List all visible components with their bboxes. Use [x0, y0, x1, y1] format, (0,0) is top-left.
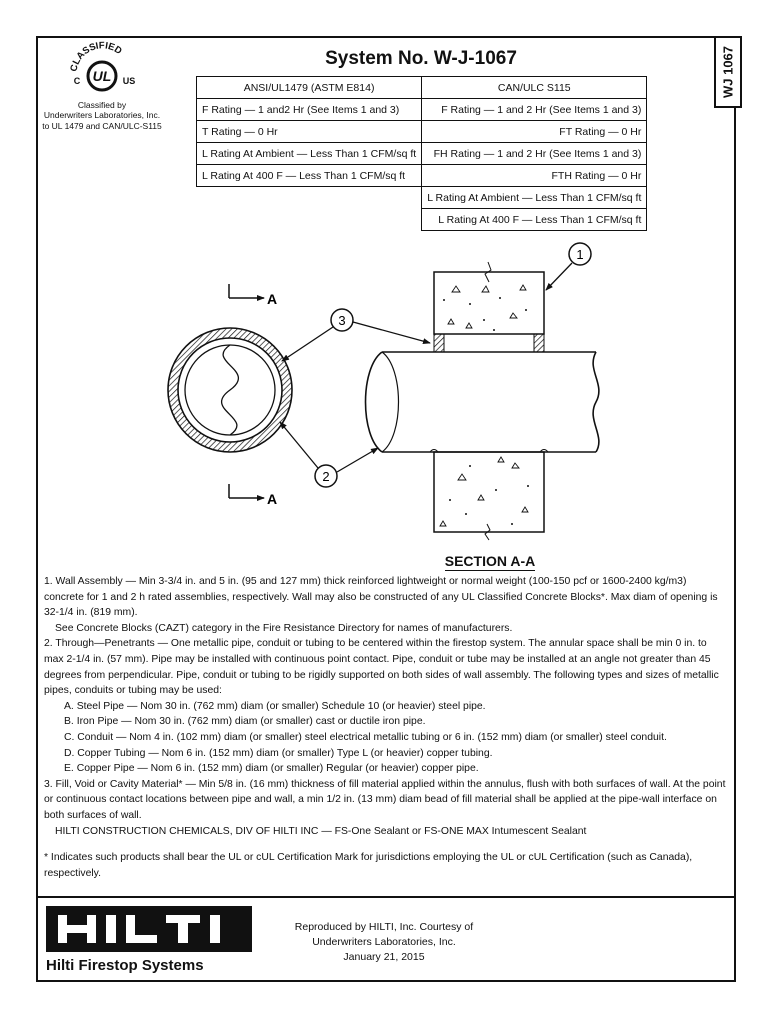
credit-line-1: Reproduced by HILTI, Inc. Courtesy of	[294, 921, 474, 933]
credit-date: January 21, 2015	[343, 951, 425, 963]
hilti-logo-icon	[46, 906, 252, 952]
credit-line-2: Underwriters Laboratories, Inc.	[312, 936, 456, 948]
note-item-1-sub: See Concrete Blocks (CAZT) category in the Fire Resistance Directory for names of manufacturers.	[55, 622, 513, 634]
note-item-2-list-item: E. Copper Pipe — Nom 6 in. (152 mm) diam (or smaller) Regular (or heavier) copper pipe.	[64, 763, 479, 775]
section-marker-bottom-label: A	[267, 491, 278, 507]
section-marker-top-label: A	[267, 291, 278, 307]
ratings-col1-header: ANSI/UL1479 (ASTM E814)	[197, 77, 422, 99]
hilti-tagline: Hilti Firestop Systems	[46, 957, 204, 974]
ratings-col2-header: CAN/ULC S115	[422, 77, 647, 99]
callout-3-label: 3	[338, 313, 346, 328]
note-item-2-list-item: C. Conduit — Nom 4 in. (102 mm) diam (or smaller) steel electrical metallic tubing or 6 in. (152 mm) diam (or smaller) steel conduit.	[64, 731, 667, 743]
callout-1-label: 1	[576, 247, 584, 262]
ratings-cell: T Rating — 0 Hr	[197, 121, 422, 143]
pipe-cross-section	[168, 328, 292, 452]
note-item-3: 3. Fill, Void or Cavity Material* — Min 5/8 in. (16 mm) thickness of fill material applied within the annulus, flush with both surfaces of wall. At the point or continuous contact locations between pipe and wall, a min 1/2 in. (13 mm) diam bead of fill material shall be applied at the pipe-wall interface on both surfaces of wall.	[44, 778, 726, 821]
ul-caption-line-3: to UL 1479 and CAN/ULC-S115	[42, 120, 162, 131]
note-item-1: 1. Wall Assembly — Min 3-3/4 in. and 5 in. (95 and 127 mm) thick reinforced lightweight or normal weight (100-150 pcf or 1600-2400 kg/m3) concrete for 1 and 2 h rated assemblies, respectively. Wall may also be constructed of any UL Classified Concrete Blocks*. Max diam of opening is 32-1/4 in. (819 mm).	[44, 576, 718, 619]
reproduction-credit	[266, 920, 502, 965]
callout-1	[546, 243, 591, 290]
system-notes	[44, 574, 728, 881]
ratings-cell: FTH Rating — 0 Hr	[422, 165, 647, 187]
section-title	[400, 553, 580, 569]
ul-c-mark: C	[73, 76, 81, 86]
section-marker-bottom	[229, 484, 277, 507]
note-item-2-list-item: D. Copper Tubing — Nom 6 in. (152 mm) diam (or smaller) Type L (or heavier) copper tubing.	[64, 747, 493, 759]
note-item-2-list-item: A. Steel Pipe — Nom 30 in. (762 mm) diam (or smaller) Schedule 10 (or heavier) steel pipe.	[64, 700, 486, 712]
footnote: * Indicates such products shall bear the UL or cUL Certification Mark for jurisdictions employing the UL or cUL Certification (such as Canada), respectively.	[44, 852, 693, 879]
ratings-cell: L Rating At Ambient — Less Than 1 CFM/sq ft	[197, 143, 422, 165]
ul-arc-text: CLASSIFIED	[68, 40, 124, 73]
concrete-wall	[430, 262, 548, 540]
callout-2-label: 2	[322, 469, 330, 484]
ul-caption-line-2: Underwriters Laboratories, Inc.	[43, 110, 161, 121]
note-item-2: 2. Through—Penetrants — One metallic pipe, conduit or tubing to be centered within the firestop system. The annular space shall be min 0 in. to max 2-1/4 in. (57 mm). Pipe may be installed with continuous point contact. Pipe, conduit or tube may be installed at an angle not greater than 45 degrees from perpendicular. Pipe, conduit or tubing to be rigidly supported on both sides of wall assembly. The following types and sizes of metallic pipes, conduits or tubing may be used:	[44, 638, 719, 697]
ul-caption-line-1: Classified by	[77, 100, 127, 110]
ratings-cell: FH Rating — 1 and 2 Hr (See Items 1 and 3)	[422, 143, 647, 165]
system-number-tab-label: WJ 1067	[720, 45, 736, 99]
note-item-2-list-item: B. Iron Pipe — Nom 30 in. (762 mm) diam (or smaller) cast or ductile iron pipe.	[64, 716, 426, 728]
ratings-cell: L Rating At 400 F — Less Than 1 CFM/sq ft	[197, 165, 422, 187]
note-item-3-sub: HILTI CONSTRUCTION CHEMICALS, DIV OF HILTI INC — FS-One Sealant or FS-ONE MAX Intumescent Sealant	[55, 825, 587, 837]
ratings-cell: L Rating At Ambient — Less Than 1 CFM/sq ft	[422, 187, 647, 209]
callout-3	[282, 309, 430, 361]
ul-us-mark: US	[122, 76, 136, 86]
pipe-side-view	[366, 352, 599, 452]
callout-2	[280, 422, 378, 487]
ratings-cell: F Rating — 1 and2 Hr (See Items 1 and 3)	[197, 99, 422, 121]
ratings-cell: FT Rating — 0 Hr	[422, 121, 647, 143]
section-marker-top	[229, 284, 277, 307]
page-title: System No. W-J-1067	[325, 48, 517, 69]
ratings-cell: F Rating — 1 and 2 Hr (See Items 1 and 3)	[422, 99, 647, 121]
section-title-text: SECTION A-A	[444, 553, 536, 569]
ratings-cell: L Rating At 400 F — Less Than 1 CFM/sq ft	[422, 209, 647, 231]
footer	[36, 896, 736, 984]
ul-logo-text: UL	[92, 68, 112, 84]
